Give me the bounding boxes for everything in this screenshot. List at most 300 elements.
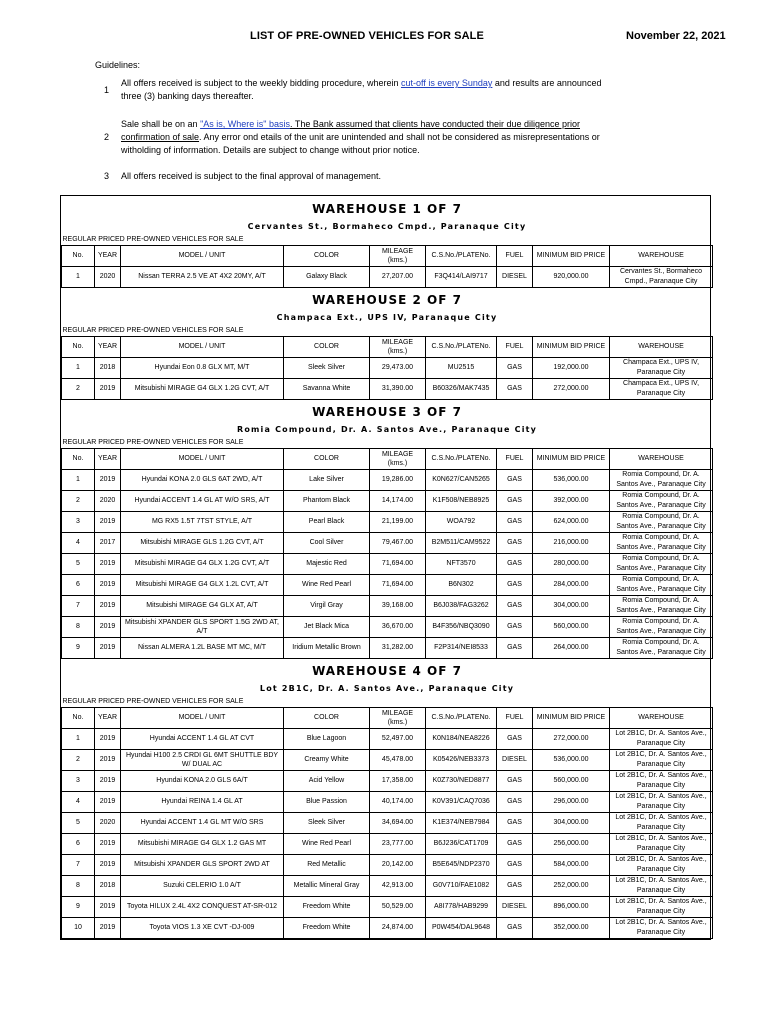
col-fuel: GAS — [497, 854, 533, 875]
col-fuel: GAS — [497, 490, 533, 511]
col-model: Nissan ALMERA 1.2L BASE MT MC, M/T — [121, 637, 284, 658]
col-no: 9 — [62, 896, 95, 917]
col-year: 2019 — [95, 378, 121, 399]
vehicle-row — [62, 469, 713, 490]
col-model: Mitsubishi MIRAGE G4 GLX 1.2L CVT, A/T — [121, 574, 284, 595]
col-year: 2018 — [95, 357, 121, 378]
col-mileage: 31,390.00 — [370, 378, 426, 399]
col-color: Metallic Mineral Gray — [284, 875, 370, 896]
col-color: Wine Red Pearl — [284, 833, 370, 854]
col-fuel: GAS — [497, 833, 533, 854]
warehouse-location-row — [62, 680, 713, 696]
col-year: 2019 — [95, 637, 121, 658]
column-header-row — [62, 707, 713, 728]
vehicle-row — [62, 791, 713, 812]
col-plate: P0W454/DAL9648 — [426, 917, 497, 938]
vehicle-table-body — [62, 196, 713, 938]
column-header-warehouse: WAREHOUSE — [610, 245, 713, 266]
col-mileage: 27,207.00 — [370, 266, 426, 287]
col-year: 2019 — [95, 595, 121, 616]
col-warehouse: Lot 2B1C, Dr. A. Santos Ave., Paranaque City — [610, 833, 713, 854]
warehouse-title-row — [62, 658, 713, 680]
col-no: 1 — [62, 469, 95, 490]
col-no: 2 — [62, 378, 95, 399]
col-warehouse: Romia Compound, Dr. A. Santos Ave., Paranaque City — [610, 511, 713, 532]
column-header-year: YEAR — [95, 448, 121, 469]
col-year: 2020 — [95, 812, 121, 833]
column-header-fuel: FUEL — [497, 707, 533, 728]
cutoff-link[interactable]: cut-off is every Sunday — [400, 78, 493, 88]
column-header-plate: C.S.No./PLATENo. — [426, 707, 497, 728]
col-model: Hyundai H100 2.5 CRDI GL 6MT SHUTTLE BDY W/ DUAL AC — [121, 749, 284, 770]
col-warehouse: Romia Compound, Dr. A. Santos Ave., Paranaque City — [610, 469, 713, 490]
col-no: 1 — [62, 357, 95, 378]
vehicle-row — [62, 749, 713, 770]
warehouse-title: WAREHOUSE 2 OF 7 — [312, 292, 462, 307]
col-plate: K05426/NEB3373 — [426, 749, 497, 770]
vehicle-listing — [60, 195, 711, 940]
column-header-color: COLOR — [284, 707, 370, 728]
vehicle-row — [62, 854, 713, 875]
regular-priced-label-row — [62, 437, 713, 448]
col-warehouse: Lot 2B1C, Dr. A. Santos Ave., Paranaque City — [610, 728, 713, 749]
col-price: 252,000.00 — [533, 875, 610, 896]
column-header-warehouse: WAREHOUSE — [610, 707, 713, 728]
col-mileage: 79,467.00 — [370, 532, 426, 553]
column-header-row — [62, 448, 713, 469]
col-fuel: GAS — [497, 616, 533, 637]
col-model: Hyundai ACCENT 1.4 GL AT CVT — [121, 728, 284, 749]
column-header-fuel: FUEL — [497, 245, 533, 266]
guideline-text-pre: All offers received is subject to the weekly bidding procedure, wherein — [121, 78, 401, 88]
col-year: 2019 — [95, 553, 121, 574]
col-warehouse: Lot 2B1C, Dr. A. Santos Ave., Paranaque City — [610, 896, 713, 917]
guideline-text-pre: Sale shall be on an — [121, 119, 201, 129]
col-no: 9 — [62, 637, 95, 658]
col-mileage: 21,199.00 — [370, 511, 426, 532]
col-warehouse: Lot 2B1C, Dr. A. Santos Ave., Paranaque City — [610, 854, 713, 875]
col-fuel: GAS — [497, 532, 533, 553]
vehicle-row — [62, 532, 713, 553]
col-mileage: 14,174.00 — [370, 490, 426, 511]
col-color: Pearl Black — [284, 511, 370, 532]
column-header-mileage: MILEAGE (kms.) — [370, 707, 426, 728]
col-warehouse: Romia Compound, Dr. A. Santos Ave., Paranaque City — [610, 637, 713, 658]
col-mileage: 20,142.00 — [370, 854, 426, 875]
col-year: 2017 — [95, 532, 121, 553]
col-plate: B6J236/CAT1709 — [426, 833, 497, 854]
col-year: 2019 — [95, 833, 121, 854]
col-model: Suzuki CELERIO 1.0 A/T — [121, 875, 284, 896]
col-model: Mitsubishi MIRAGE G4 GLX 1.2 GAS MT — [121, 833, 284, 854]
column-header-year: YEAR — [95, 245, 121, 266]
vehicle-row — [62, 553, 713, 574]
col-fuel: GAS — [497, 637, 533, 658]
column-header-no: No. — [62, 245, 95, 266]
col-year: 2019 — [95, 854, 121, 875]
col-model: Nissan TERRA 2.5 VE AT 4X2 20MY, A/T — [121, 266, 284, 287]
col-mileage: 42,913.00 — [370, 875, 426, 896]
col-mileage: 29,473.00 — [370, 357, 426, 378]
column-header-mileage: MILEAGE (kms.) — [370, 448, 426, 469]
col-plate: B4F356/NBQ3090 — [426, 616, 497, 637]
col-no: 6 — [62, 574, 95, 595]
col-price: 192,000.00 — [533, 357, 610, 378]
col-mileage: 24,874.00 — [370, 917, 426, 938]
column-header-row — [62, 336, 713, 357]
col-color: Creamy White — [284, 749, 370, 770]
col-fuel: GAS — [497, 574, 533, 595]
col-price: 560,000.00 — [533, 616, 610, 637]
col-color: Freedom White — [284, 917, 370, 938]
col-no: 4 — [62, 791, 95, 812]
col-color: Iridium Metallic Brown — [284, 637, 370, 658]
column-header-price: MINIMUM BID PRICE — [533, 336, 610, 357]
col-warehouse: Champaca Ext., UPS IV, Paranaque City — [610, 357, 713, 378]
col-price: 264,000.00 — [533, 637, 610, 658]
col-mileage: 40,174.00 — [370, 791, 426, 812]
col-year: 2019 — [95, 616, 121, 637]
col-plate: K0V391/CAQ7036 — [426, 791, 497, 812]
col-model: Mitsubishi MIRAGE GLS 1.2G CVT, A/T — [121, 532, 284, 553]
col-price: 392,000.00 — [533, 490, 610, 511]
col-price: 896,000.00 — [533, 896, 610, 917]
document-title: LIST OF PRE-OWNED VEHICLES FOR SALE — [250, 30, 484, 42]
col-model: Toyota HILUX 2.4L 4X2 CONQUEST AT-SR-012 — [121, 896, 284, 917]
col-fuel: GAS — [497, 728, 533, 749]
col-color: Galaxy Black — [284, 266, 370, 287]
col-color: Phantom Black — [284, 490, 370, 511]
col-price: 352,000.00 — [533, 917, 610, 938]
col-year: 2019 — [95, 511, 121, 532]
col-plate: K0N184/NEA8226 — [426, 728, 497, 749]
column-header-fuel: FUEL — [497, 336, 533, 357]
col-model: Mitsubishi MIRAGE G4 GLX 1.2G CVT, A/T — [121, 553, 284, 574]
col-mileage: 23,777.00 — [370, 833, 426, 854]
col-mileage: 71,694.00 — [370, 574, 426, 595]
col-model: Hyundai KONA 2.0 GLS 6A/T — [121, 770, 284, 791]
col-plate: G0V710/FAE1082 — [426, 875, 497, 896]
warehouse-title-row — [62, 196, 713, 218]
warehouse-location: Cervantes St., Bormaheco Cmpd., Paranaque City — [247, 221, 527, 231]
col-year: 2019 — [95, 770, 121, 791]
regular-priced-label: REGULAR PRICED PRE-OWNED VEHICLES FOR SALE — [62, 438, 244, 446]
vehicle-row — [62, 770, 713, 791]
col-color: Freedom White — [284, 896, 370, 917]
vehicle-row — [62, 378, 713, 399]
col-plate: K0N627/CAN5265 — [426, 469, 497, 490]
col-fuel: GAS — [497, 812, 533, 833]
col-fuel: DIESEL — [497, 896, 533, 917]
col-color: Jet Black Mica — [284, 616, 370, 637]
col-color: Cool Silver — [284, 532, 370, 553]
col-mileage: 71,694.00 — [370, 553, 426, 574]
warehouse-location: Romia Compound, Dr. A. Santos Ave., Paranaque City — [236, 424, 538, 434]
col-price: 536,000.00 — [533, 469, 610, 490]
col-color: Wine Red Pearl — [284, 574, 370, 595]
col-no: 8 — [62, 875, 95, 896]
col-warehouse: Romia Compound, Dr. A. Santos Ave., Paranaque City — [610, 553, 713, 574]
col-model: MG RX5 1.5T 7TST STYLE, A/T — [121, 511, 284, 532]
column-header-row — [62, 245, 713, 266]
col-mileage: 50,529.00 — [370, 896, 426, 917]
regular-priced-label: REGULAR PRICED PRE-OWNED VEHICLES FOR SALE — [62, 697, 244, 705]
col-plate: B6N302 — [426, 574, 497, 595]
column-header-color: COLOR — [284, 448, 370, 469]
col-color: Lake Silver — [284, 469, 370, 490]
col-mileage: 52,497.00 — [370, 728, 426, 749]
column-header-model: MODEL / UNIT — [121, 448, 284, 469]
guideline-text-post: and results are announced three (3) banking days thereafter. — [121, 78, 602, 101]
col-warehouse: Lot 2B1C, Dr. A. Santos Ave., Paranaque City — [610, 875, 713, 896]
col-fuel: GAS — [497, 595, 533, 616]
col-warehouse: Romia Compound, Dr. A. Santos Ave., Paranaque City — [610, 595, 713, 616]
column-header-no: No. — [62, 707, 95, 728]
col-price: 304,000.00 — [533, 812, 610, 833]
warehouse-location-row — [62, 309, 713, 325]
guideline-number: 2 — [104, 132, 110, 142]
column-header-plate: C.S.No./PLATENo. — [426, 448, 497, 469]
col-plate: F3Q414/LAI9717 — [426, 266, 497, 287]
column-header-fuel: FUEL — [497, 448, 533, 469]
vehicle-row — [62, 357, 713, 378]
col-plate: B5E645/NDP2370 — [426, 854, 497, 875]
col-model: Hyundai REINA 1.4 GL AT — [121, 791, 284, 812]
regular-priced-label: REGULAR PRICED PRE-OWNED VEHICLES FOR SALE — [62, 326, 244, 334]
col-warehouse: Romia Compound, Dr. A. Santos Ave., Paranaque City — [610, 490, 713, 511]
col-fuel: GAS — [497, 791, 533, 812]
col-color: Sleek Silver — [284, 812, 370, 833]
column-header-mileage: MILEAGE (kms.) — [370, 245, 426, 266]
column-header-color: COLOR — [284, 336, 370, 357]
col-price: 584,000.00 — [533, 854, 610, 875]
col-model: Hyundai ACCENT 1.4 GL AT W/O SRS, A/T — [121, 490, 284, 511]
document-header — [0, 30, 768, 46]
vehicle-row — [62, 595, 713, 616]
vehicle-row — [62, 917, 713, 938]
col-color: Acid Yellow — [284, 770, 370, 791]
col-plate: A8I778/HAB9299 — [426, 896, 497, 917]
col-plate: WOA792 — [426, 511, 497, 532]
col-color: Sleek Silver — [284, 357, 370, 378]
regular-priced-label: REGULAR PRICED PRE-OWNED VEHICLES FOR SALE — [62, 235, 244, 243]
warehouse-location: Lot 2B1C, Dr. A. Santos Ave., Paranaque City — [259, 683, 515, 693]
col-no: 6 — [62, 833, 95, 854]
vehicle-row — [62, 637, 713, 658]
col-price: 284,000.00 — [533, 574, 610, 595]
col-fuel: DIESEL — [497, 749, 533, 770]
col-color: Majestic Red — [284, 553, 370, 574]
col-plate: B60326/MAK7435 — [426, 378, 497, 399]
vehicle-row — [62, 511, 713, 532]
col-no: 8 — [62, 616, 95, 637]
col-no: 3 — [62, 770, 95, 791]
warehouse-title: WAREHOUSE 1 OF 7 — [312, 201, 462, 216]
column-header-price: MINIMUM BID PRICE — [533, 245, 610, 266]
guideline-text — [121, 77, 611, 103]
col-mileage: 34,694.00 — [370, 812, 426, 833]
col-warehouse: Romia Compound, Dr. A. Santos Ave., Paranaque City — [610, 616, 713, 637]
col-plate: NFT3570 — [426, 553, 497, 574]
col-model: Toyota VIOS 1.3 XE CVT -DJ-009 — [121, 917, 284, 938]
col-no: 7 — [62, 854, 95, 875]
col-year: 2019 — [95, 791, 121, 812]
column-header-no: No. — [62, 336, 95, 357]
col-plate: K1E374/NEB7984 — [426, 812, 497, 833]
col-price: 296,000.00 — [533, 791, 610, 812]
column-header-plate: C.S.No./PLATENo. — [426, 336, 497, 357]
regular-priced-label-row — [62, 696, 713, 707]
col-price: 256,000.00 — [533, 833, 610, 854]
col-price: 216,000.00 — [533, 532, 610, 553]
col-warehouse: Cervantes St., Bormaheco Cmpd., Paranaque City — [610, 266, 713, 287]
col-warehouse: Romia Compound, Dr. A. Santos Ave., Paranaque City — [610, 532, 713, 553]
col-mileage: 31,282.00 — [370, 637, 426, 658]
regular-priced-label-row — [62, 234, 713, 245]
guideline-number: 3 — [104, 171, 110, 181]
column-header-year: YEAR — [95, 707, 121, 728]
col-no: 5 — [62, 553, 95, 574]
document-date: November 22, 2021 — [626, 30, 726, 42]
column-header-model: MODEL / UNIT — [121, 707, 284, 728]
column-header-price: MINIMUM BID PRICE — [533, 448, 610, 469]
warehouse-location-row — [62, 218, 713, 234]
vehicle-row — [62, 616, 713, 637]
vehicle-row — [62, 490, 713, 511]
col-no: 2 — [62, 490, 95, 511]
warehouse-title-row — [62, 287, 713, 309]
column-header-color: COLOR — [284, 245, 370, 266]
col-plate: K0Z730/NED8877 — [426, 770, 497, 791]
col-mileage: 45,478.00 — [370, 749, 426, 770]
guideline-text-underlined: . The Bank assumed that clients have conducted their due diligence prior confirmation of sale — [121, 119, 580, 142]
regular-priced-label-row — [62, 325, 713, 336]
vehicle-row — [62, 812, 713, 833]
col-fuel: GAS — [497, 917, 533, 938]
vehicle-row — [62, 266, 713, 287]
vehicle-row — [62, 896, 713, 917]
col-plate: F2P314/NEI8533 — [426, 637, 497, 658]
warehouse-location-row — [62, 421, 713, 437]
col-year: 2018 — [95, 875, 121, 896]
col-price: 560,000.00 — [533, 770, 610, 791]
warehouse-title-row — [62, 399, 713, 421]
col-price: 272,000.00 — [533, 728, 610, 749]
guideline-number: 1 — [104, 85, 110, 95]
col-year: 2020 — [95, 490, 121, 511]
col-fuel: GAS — [497, 875, 533, 896]
col-fuel: GAS — [497, 553, 533, 574]
column-header-warehouse: WAREHOUSE — [610, 336, 713, 357]
col-warehouse: Lot 2B1C, Dr. A. Santos Ave., Paranaque City — [610, 812, 713, 833]
col-plate: B6J038/FAG3262 — [426, 595, 497, 616]
col-warehouse: Lot 2B1C, Dr. A. Santos Ave., Paranaque City — [610, 770, 713, 791]
vehicle-row — [62, 875, 713, 896]
col-fuel: GAS — [497, 511, 533, 532]
col-fuel: GAS — [497, 469, 533, 490]
col-no: 10 — [62, 917, 95, 938]
col-mileage: 39,168.00 — [370, 595, 426, 616]
col-mileage: 19,286.00 — [370, 469, 426, 490]
col-fuel: DIESEL — [497, 266, 533, 287]
vehicle-table — [61, 196, 713, 939]
column-header-no: No. — [62, 448, 95, 469]
col-fuel: GAS — [497, 770, 533, 791]
col-color: Savanna White — [284, 378, 370, 399]
col-fuel: GAS — [497, 378, 533, 399]
col-fuel: GAS — [497, 357, 533, 378]
col-no: 2 — [62, 749, 95, 770]
col-mileage: 17,358.00 — [370, 770, 426, 791]
column-header-warehouse: WAREHOUSE — [610, 448, 713, 469]
column-header-year: YEAR — [95, 336, 121, 357]
col-warehouse: Lot 2B1C, Dr. A. Santos Ave., Paranaque City — [610, 791, 713, 812]
col-year: 2019 — [95, 574, 121, 595]
guideline-text: All offers received is subject to the final approval of management. — [121, 171, 381, 181]
column-header-mileage: MILEAGE (kms.) — [370, 336, 426, 357]
guideline-text-post: . Any error ond etails of the unit are unintended and shall not be considered as misrepresentations or witholding of information. Details are subject to change without prior notice. — [121, 132, 600, 155]
col-color: Blue Lagoon — [284, 728, 370, 749]
col-warehouse: Lot 2B1C, Dr. A. Santos Ave., Paranaque City — [610, 917, 713, 938]
vehicle-row — [62, 574, 713, 595]
column-header-plate: C.S.No./PLATENo. — [426, 245, 497, 266]
vehicle-row — [62, 833, 713, 854]
col-no: 3 — [62, 511, 95, 532]
col-no: 1 — [62, 266, 95, 287]
col-price: 624,000.00 — [533, 511, 610, 532]
col-no: 5 — [62, 812, 95, 833]
col-year: 2019 — [95, 896, 121, 917]
col-price: 920,000.00 — [533, 266, 610, 287]
col-price: 272,000.00 — [533, 378, 610, 399]
col-plate: MU2515 — [426, 357, 497, 378]
column-header-price: MINIMUM BID PRICE — [533, 707, 610, 728]
col-no: 4 — [62, 532, 95, 553]
col-year: 2019 — [95, 469, 121, 490]
col-model: Mitsubishi XPANDER GLS SPORT 2WD AT — [121, 854, 284, 875]
col-model: Mitsubishi MIRAGE G4 GLX AT, A/T — [121, 595, 284, 616]
col-no: 1 — [62, 728, 95, 749]
warehouse-title: WAREHOUSE 4 OF 7 — [312, 663, 462, 678]
col-price: 304,000.00 — [533, 595, 610, 616]
col-model: Hyundai KONA 2.0 GLS 6AT 2WD, A/T — [121, 469, 284, 490]
col-warehouse: Champaca Ext., UPS IV, Paranaque City — [610, 378, 713, 399]
col-color: Red Metallic — [284, 854, 370, 875]
col-year: 2019 — [95, 749, 121, 770]
col-model: Mitsubishi XPANDER GLS SPORT 1.5G 2WD AT, A/T — [121, 616, 284, 637]
col-color: Virgil Gray — [284, 595, 370, 616]
column-header-model: MODEL / UNIT — [121, 245, 284, 266]
col-no: 7 — [62, 595, 95, 616]
col-model: Hyundai ACCENT 1.4 GL MT W/O SRS — [121, 812, 284, 833]
warehouse-location: Champaca Ext., UPS IV, Paranaque City — [276, 312, 498, 322]
col-price: 536,000.00 — [533, 749, 610, 770]
col-plate: K1F508/NEB8925 — [426, 490, 497, 511]
col-year: 2019 — [95, 728, 121, 749]
warehouse-title: WAREHOUSE 3 OF 7 — [312, 404, 462, 419]
col-model: Hyundai Eon 0.8 GLX MT, M/T — [121, 357, 284, 378]
column-header-model: MODEL / UNIT — [121, 336, 284, 357]
col-color: Blue Passion — [284, 791, 370, 812]
col-year: 2019 — [95, 917, 121, 938]
col-plate: B2M511/CAM9522 — [426, 532, 497, 553]
col-price: 280,000.00 — [533, 553, 610, 574]
col-warehouse: Romia Compound, Dr. A. Santos Ave., Paranaque City — [610, 574, 713, 595]
guidelines-label: Guidelines: — [95, 60, 141, 70]
as-is-link[interactable]: "As is, Where is" basis — [200, 119, 290, 129]
col-model: Mitsubishi MIRAGE G4 GLX 1.2G CVT, A/T — [121, 378, 284, 399]
col-mileage: 36,670.00 — [370, 616, 426, 637]
